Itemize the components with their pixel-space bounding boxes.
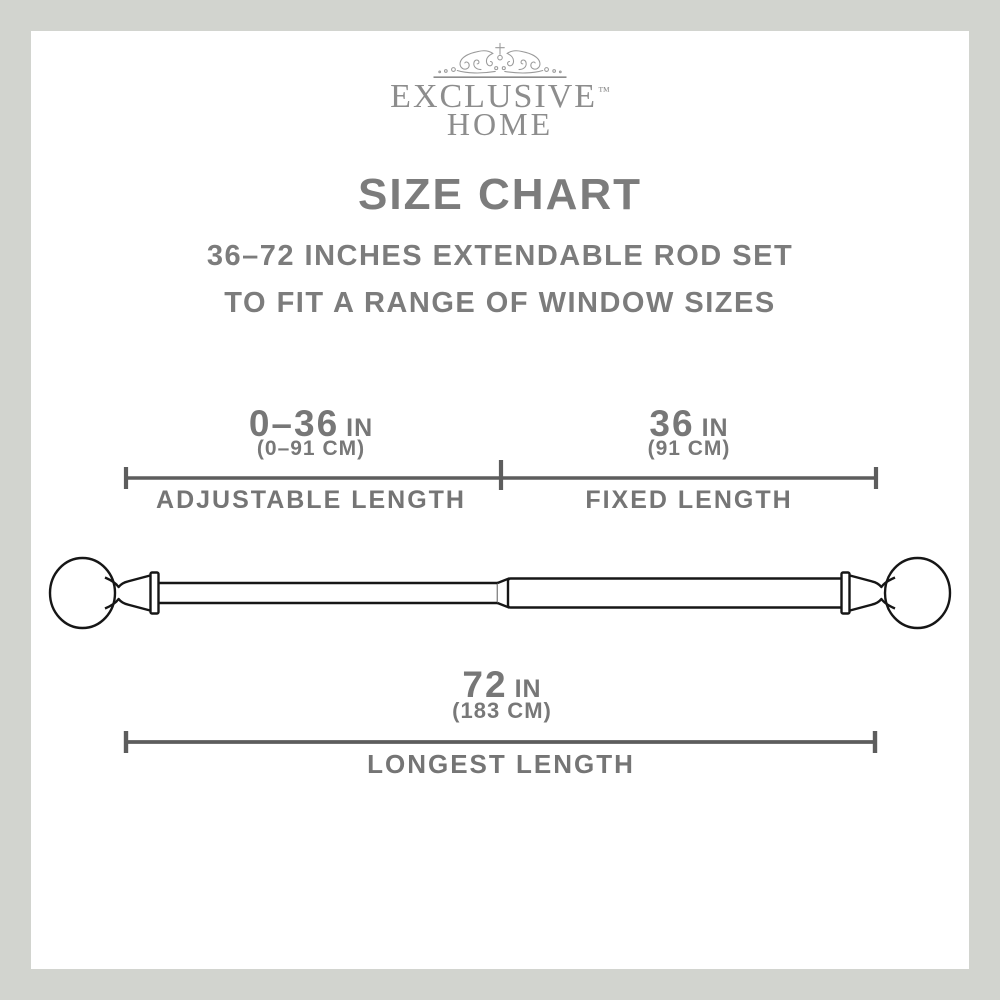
- adjustable-length-label: ADJUSTABLE LENGTH: [156, 486, 466, 514]
- subtitle-line-1: 36–72 INCHES EXTENDABLE ROD SET: [206, 240, 794, 272]
- longest-length-label: LONGEST LENGTH: [367, 749, 635, 779]
- scrollwork-crest-icon: [425, 42, 575, 80]
- subtitle-line-2: TO FIT A RANGE OF WINDOW SIZES: [224, 287, 776, 319]
- adjustable-length-inches: 0–36: [248, 403, 340, 444]
- brand-name-text: EXCLUSIVE: [390, 78, 598, 115]
- adjustable-length-unit: IN: [346, 414, 374, 442]
- fixed-length-label: FIXED LENGTH: [585, 486, 793, 514]
- longest-length-inches: 72: [462, 664, 508, 705]
- trademark-symbol: ™: [598, 83, 610, 98]
- longest-length-metric: (183 CM): [452, 698, 552, 723]
- adjustable-length-metric: (0–91 CM): [256, 437, 366, 460]
- longest-length-unit: IN: [514, 675, 542, 703]
- brand-name-secondary: HOME: [446, 106, 554, 142]
- fixed-length-unit: IN: [701, 414, 729, 442]
- page-title: SIZE CHART: [358, 170, 642, 219]
- fixed-length-metric: (91 CM): [647, 437, 731, 460]
- upper-dimension-line: [0, 455, 1000, 495]
- curtain-rod-illustration: [0, 545, 1000, 645]
- fixed-length-inches: 36: [649, 403, 695, 444]
